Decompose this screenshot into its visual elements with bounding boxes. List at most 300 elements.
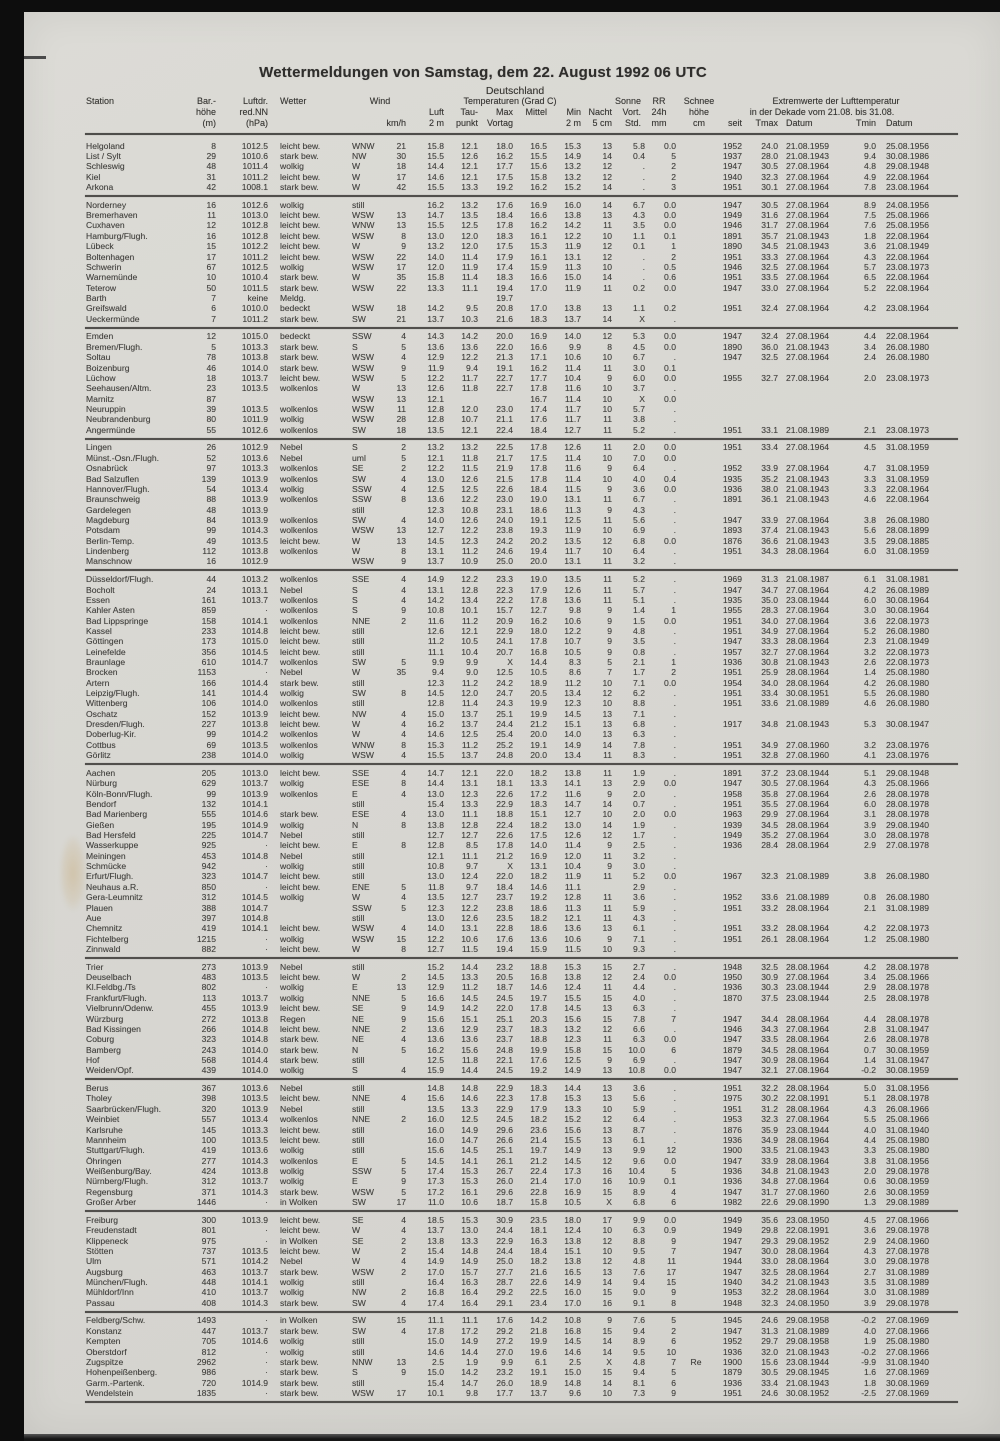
wind-direction: W [352, 667, 361, 678]
station-name: Barth [86, 292, 107, 303]
record-since: 1951 [722, 698, 742, 709]
precip-24h: . [673, 414, 676, 425]
temp-air-2m: 12.5 [427, 483, 444, 494]
table-row [0, 1014, 1000, 1024]
temp-mean: 17.8 [530, 636, 547, 647]
temp-min-2m: 12.7 [564, 809, 581, 820]
wind-speed: 30 [396, 150, 406, 161]
station-name: Frankfurt/Flugh. [86, 992, 147, 1003]
tmin-date: 22.08.1964 [886, 331, 930, 342]
wind-speed: 4 [401, 1093, 406, 1104]
temp-min-2m: 13.5 [564, 574, 581, 585]
pressure-red-nn: 1014.9 [241, 1377, 268, 1388]
tmax-date: 28.08.1964 [786, 840, 830, 851]
temp-night-5cm: 12 [602, 171, 612, 182]
wind-direction: still [352, 850, 365, 861]
temp-air-2m: 12.6 [427, 383, 444, 394]
wind-direction: WSW [352, 923, 374, 934]
wind-speed: 2 [401, 1114, 406, 1125]
temp-max-prev-day: 23.8 [496, 902, 513, 913]
sunshine-prev-day: 2.9 [633, 778, 645, 789]
temp-max-prev-day: 18.3 [496, 272, 513, 283]
tmin-date: 26.08.1980 [886, 352, 930, 363]
temp-min-2m: 15.3 [564, 1093, 581, 1104]
wind-speed: 9 [401, 362, 406, 373]
tmin-date: 26.08.1980 [886, 514, 930, 525]
temp-air-2m: 15.0 [427, 1336, 444, 1347]
weather: stark bew. [280, 1266, 319, 1277]
wind-speed: 4 [401, 1297, 406, 1308]
temp-night-5cm: 12 [602, 688, 612, 698]
temp-night-5cm: 9 [607, 615, 612, 626]
temp-max-prev-day: 21.5 [496, 473, 513, 484]
station-name: Ueckermünde [86, 313, 140, 324]
precip-24h: 0.0 [664, 220, 676, 231]
sunshine-prev-day: 10.9 [628, 1176, 645, 1187]
temp-air-2m: 15.8 [427, 140, 444, 151]
temp-mean: 19.3 [530, 525, 547, 536]
temp-mean: 13.7 [530, 1387, 547, 1398]
precip-24h: 12 [666, 1145, 676, 1156]
weather: wolkig [280, 982, 304, 993]
temp-max-prev-day: 24.3 [496, 698, 513, 709]
temp-dewpoint: 9.0 [466, 667, 478, 678]
tmax-date: 29.08.1952 [786, 1235, 830, 1246]
temp-max-prev-day: 29.2 [496, 1325, 513, 1336]
record-since: 1975 [722, 1093, 742, 1104]
temp-min-2m: 10.6 [564, 352, 581, 363]
wind-speed: 4 [401, 1065, 406, 1076]
tmax-date: 21.08.1943 [786, 656, 830, 667]
tmax-date: 28.08.1964 [786, 961, 830, 972]
pressure-red-nn: 1014.2 [241, 1256, 268, 1267]
record-since: 1951 [722, 442, 742, 453]
wind-speed: 9 [401, 1003, 406, 1014]
station-altitude: 720 [201, 1377, 216, 1388]
temp-max-prev-day: 23.7 [496, 892, 513, 903]
precip-24h: 0.2 [664, 303, 676, 314]
temp-min-2m: 12.8 [564, 892, 581, 903]
sunshine-prev-day: 3.5 [633, 636, 645, 647]
temp-air-2m: 15.5 [427, 150, 444, 161]
tmax-date: 28.08.1964 [786, 1256, 830, 1267]
header-pressure-sub: red.NN [239, 107, 268, 117]
temp-air-2m: 9.4 [432, 667, 444, 678]
record-since: 1967 [722, 871, 742, 882]
station-name: Lüchow [86, 372, 116, 383]
sunshine-prev-day: 7.8 [633, 1013, 645, 1024]
record-since: 1947 [722, 778, 742, 789]
sunshine-prev-day: 6.6 [633, 1023, 645, 1034]
weather: wolkenlos [280, 403, 318, 414]
wind-speed: 2 [401, 1023, 406, 1034]
section-divider [85, 1078, 958, 1080]
tmin-date: 28.08.1978 [886, 830, 930, 841]
weather: wolkenlos [280, 473, 318, 484]
station-name: Weißenburg/Bay. [86, 1165, 152, 1176]
tmax-value: 33.5 [761, 1145, 778, 1156]
record-since: 1939 [722, 819, 742, 830]
wind-speed: 2 [401, 442, 406, 453]
tmax-date: 27.08.1964 [786, 210, 830, 221]
station-name: Neuhaus a.R. [86, 881, 139, 892]
wind-direction: WSW [352, 525, 374, 536]
precip-24h: . [673, 1114, 676, 1125]
pressure-red-nn: 1011.2 [242, 251, 268, 262]
pressure-red-nn: 1011.9 [242, 414, 268, 425]
table-row [0, 678, 1000, 688]
record-since: 1937 [722, 150, 742, 161]
station-altitude: 139 [201, 473, 216, 484]
wind-speed: 5 [401, 1186, 406, 1197]
station-name: Hohenpeißenberg. [86, 1367, 158, 1378]
temp-night-5cm: 13 [602, 1083, 612, 1094]
record-since: 1951 [722, 424, 742, 435]
tmin-value: 1.4 [864, 667, 876, 678]
station-name: Chemnitz [86, 923, 123, 934]
weather: wolkig [280, 1165, 304, 1176]
temp-dewpoint: 12.6 [461, 150, 478, 161]
temp-min-2m: 15.8 [564, 1044, 581, 1055]
wind-direction: SE [352, 1214, 364, 1225]
temp-air-2m: 17.8 [427, 1325, 444, 1336]
table-row [0, 667, 1000, 677]
temp-dewpoint: 12.3 [461, 535, 478, 546]
station-name: Berlin-Temp. [86, 535, 135, 546]
table-row [0, 1093, 1000, 1103]
tmin-date: 22.08.1964 [886, 282, 930, 293]
tmax-date: 28.08.1964 [786, 1134, 830, 1145]
temp-mean: 16.9 [530, 850, 547, 861]
pressure-red-nn: · [265, 943, 268, 954]
tmin-date: 26.08.1989 [886, 584, 930, 595]
record-since: 1947 [722, 1054, 742, 1065]
record-since: 1958 [722, 788, 742, 799]
temp-night-5cm: 10 [602, 1103, 612, 1114]
station-altitude: 88 [206, 494, 216, 505]
pressure-red-nn: 1014.0 [241, 1044, 268, 1055]
temp-air-2m: 12.1 [427, 393, 444, 404]
tmax-value: 31.2 [761, 1103, 778, 1114]
sunshine-prev-day: 6.9 [633, 1054, 645, 1065]
station-name: Braunlage [86, 656, 126, 667]
station-altitude: 44 [206, 574, 216, 585]
station-name: Bad Hersfeld [86, 830, 136, 841]
tmin-value: 5.1 [864, 1093, 876, 1104]
station-altitude: 266 [201, 1023, 216, 1034]
temp-min-2m: 12.4 [564, 982, 581, 993]
tmax-date: 21.08.1959 [786, 140, 830, 151]
sunshine-prev-day: 6.8 [633, 1196, 645, 1207]
precip-24h: 5 [671, 1367, 676, 1378]
sunshine-prev-day: 6.3 [633, 1034, 645, 1045]
tmax-date: 21.08.1987 [786, 574, 830, 585]
temp-mean: 20.0 [530, 729, 547, 740]
table-row [0, 962, 1000, 972]
precip-24h: . [673, 943, 676, 954]
tmax-value: 33.9 [761, 1155, 778, 1166]
temp-dewpoint: 12.3 [461, 788, 478, 799]
wind-speed: 21 [396, 140, 406, 151]
sunshine-prev-day: 6.2 [633, 688, 645, 698]
temp-air-2m: 16.0 [427, 1134, 444, 1145]
temp-dewpoint: 12.9 [461, 1023, 478, 1034]
wind-speed: 4 [401, 719, 406, 730]
temp-max-prev-day: 20.7 [496, 646, 513, 657]
wind-speed: 18 [396, 161, 406, 172]
sunshine-prev-day: 6.0 [633, 372, 645, 383]
wind-speed: 9 [401, 241, 406, 252]
weather: leicht bew. [280, 372, 321, 383]
station-name: Greifswald [86, 303, 127, 314]
tmin-value: 3.4 [864, 972, 876, 983]
tmax-date: 27.08.1964 [786, 615, 830, 626]
table-row [0, 778, 1000, 788]
temp-air-2m: 14.2 [427, 594, 444, 605]
station-altitude: 106 [201, 698, 216, 709]
pressure-red-nn: 1012.8 [241, 220, 268, 231]
record-since: 1947 [722, 1266, 742, 1277]
temp-air-2m: 14.2 [427, 303, 444, 314]
temp-dewpoint: 15.1 [461, 1013, 478, 1024]
temp-max-prev-day: 27.0 [496, 1346, 513, 1357]
header-temp-max-unit: Vortag [486, 118, 513, 128]
tmin-date: 28.08.1978 [886, 1013, 930, 1024]
weather: stark bew. [280, 1054, 319, 1065]
tmin-date: 30.08.1964 [886, 594, 930, 605]
temp-max-prev-day: 24.5 [496, 992, 513, 1003]
precip-24h: 8 [671, 1297, 676, 1308]
station-name: Wittenberg [86, 698, 128, 709]
temp-min-2m: 12.2 [564, 625, 581, 636]
station-name: Osnabrück [86, 463, 128, 474]
pressure-red-nn: · [265, 667, 268, 678]
temp-min-2m: 13.2 [564, 161, 581, 172]
station-altitude: 312 [201, 892, 216, 903]
weather: leicht bew. [280, 140, 321, 151]
temp-min-2m: 2.5 [569, 1356, 581, 1367]
temp-night-5cm: 12 [602, 535, 612, 546]
temp-min-2m: 16.9 [564, 1186, 581, 1197]
precip-24h: . [673, 504, 676, 515]
temp-max-prev-day: 24.2 [496, 535, 513, 546]
temp-mean: 17.2 [530, 788, 547, 799]
tmax-date: 28.08.1964 [786, 545, 830, 556]
wind-direction: S [352, 605, 358, 616]
temp-air-2m: 13.6 [427, 1034, 444, 1045]
station-name: Dresden/Flugh. [86, 719, 145, 730]
station-name: Soltau [86, 352, 111, 363]
temp-night-5cm: 12 [602, 1023, 612, 1034]
tmin-date: 27.08.1966 [886, 1346, 930, 1357]
temp-dewpoint: 13.3 [461, 1103, 478, 1114]
sunshine-prev-day: 10.0 [628, 1044, 645, 1055]
tmin-value: 4.7 [864, 463, 876, 474]
station-name: Aue [86, 912, 102, 923]
temp-night-5cm: 14 [602, 272, 612, 283]
wind-speed: 2 [401, 463, 406, 474]
table-row [0, 605, 1000, 615]
station-altitude: 205 [201, 767, 216, 778]
temp-max-prev-day: 19.4 [496, 282, 513, 293]
wind-direction: NNE [352, 615, 371, 626]
station-altitude: 453 [201, 850, 216, 861]
sunshine-prev-day: 4.0 [633, 473, 645, 484]
temp-min-2m: 14.5 [564, 1336, 581, 1347]
tmin-date: 31.08.1959 [886, 545, 930, 556]
station-name: Gießen [86, 819, 115, 830]
temp-mean: 19.7 [530, 992, 547, 1003]
temp-night-5cm: 9 [607, 1054, 612, 1065]
temp-max-prev-day: 18.0 [496, 140, 513, 151]
sunshine-prev-day: 7.6 [633, 1266, 645, 1277]
table-row [0, 1267, 1000, 1277]
temp-night-5cm: 16 [602, 1297, 612, 1308]
temp-max-prev-day: 17.8 [496, 220, 513, 231]
temp-night-5cm: 11 [603, 442, 612, 453]
station-name: Lübeck [86, 241, 114, 252]
temp-dewpoint: 13.2 [461, 199, 478, 210]
pressure-red-nn: · [265, 1367, 268, 1378]
temp-dewpoint: 13.1 [461, 923, 478, 934]
station-name: Nürburg [86, 778, 118, 789]
record-since: 1963 [722, 809, 742, 820]
weather: wolkenlos [280, 729, 318, 740]
temp-mean: 18.4 [530, 483, 547, 494]
temp-dewpoint: 16.3 [461, 1276, 478, 1287]
tmin-value: 4.3 [864, 251, 876, 262]
temp-mean: 14.6 [530, 881, 547, 892]
station-name: Warnemünde [86, 272, 138, 283]
wind-direction: NNE [352, 1023, 371, 1034]
temp-night-5cm: 15 [602, 1325, 612, 1336]
record-since: 1952 [722, 140, 742, 151]
record-since: 1947 [722, 352, 742, 363]
tmin-date: 22.08.1964 [886, 251, 930, 262]
precip-24h: 0.4 [664, 473, 676, 484]
table-row [0, 525, 1000, 535]
tmax-date: 28.08.1964 [786, 923, 830, 934]
temp-max-prev-day: 24.0 [496, 514, 513, 525]
station-name: Würzburg [86, 1013, 124, 1024]
pressure-red-nn: 1014.0 [241, 1065, 268, 1076]
pressure-red-nn: 1014.8 [241, 1034, 268, 1045]
pressure-red-nn: · [265, 982, 268, 993]
temp-min-2m: 13.7 [564, 313, 581, 324]
sunshine-prev-day: 9.5 [633, 1245, 645, 1256]
section-divider [85, 438, 958, 440]
tmax-value: 34.7 [761, 584, 778, 595]
temp-air-2m: 13.0 [427, 230, 444, 241]
tmin-date: 31.08.1947 [886, 1023, 930, 1034]
temp-night-5cm: 17 [602, 1214, 612, 1225]
table-row [0, 252, 1000, 262]
table-row [0, 1246, 1000, 1256]
tmin-value: 2.9 [864, 1235, 876, 1246]
tmin-value: -0.2 [861, 1315, 876, 1326]
wind-direction: SSW [352, 494, 372, 505]
tmax-value: 33.6 [761, 892, 778, 903]
wind-direction: W [352, 1256, 361, 1267]
precip-24h: 0.0 [664, 452, 676, 463]
header-snow-sub: höhe [688, 107, 710, 117]
station-altitude: 166 [201, 677, 216, 688]
table-row [0, 851, 1000, 861]
temp-night-5cm: 13 [602, 778, 612, 789]
temp-night-5cm: 10 [602, 943, 612, 954]
tmax-value: 29.7 [761, 1336, 778, 1347]
temp-min-2m: 12.7 [564, 424, 581, 435]
temp-mean: 16.6 [530, 341, 547, 352]
weather: Meldg. [280, 292, 306, 303]
wind-speed: 18 [396, 303, 406, 314]
tmin-value: 4.2 [864, 923, 876, 934]
temp-dewpoint: 12.2 [461, 352, 478, 363]
weather: wolkig [280, 861, 304, 872]
table-row [0, 404, 1000, 414]
weather: stark bew. [280, 1356, 319, 1367]
temp-max-prev-day: 26.7 [496, 1165, 513, 1176]
header-altitude-sub: höhe [195, 107, 216, 117]
temp-air-2m: 17.4 [427, 1297, 444, 1308]
tmin-value: 3.8 [864, 871, 876, 882]
precip-24h: . [673, 1124, 676, 1135]
temp-dewpoint: 9.4 [466, 362, 478, 373]
tmin-value: 3.0 [864, 1287, 876, 1298]
temp-min-2m: 17.0 [564, 1297, 581, 1308]
wind-direction: S [352, 1065, 358, 1076]
tmax-value: 33.5 [761, 1034, 778, 1045]
table-row [0, 830, 1000, 840]
tmax-date: 28.08.1964 [786, 677, 830, 688]
tmax-value: 30.3 [761, 982, 778, 993]
temp-air-2m: 12.8 [427, 403, 444, 414]
temp-dewpoint: 9.7 [466, 881, 478, 892]
wind-direction: still [352, 1134, 365, 1145]
wind-direction: WSW [352, 210, 374, 221]
weather: stark bew. [280, 282, 319, 293]
weather: stark bew. [280, 1387, 319, 1398]
wind-speed: 5 [401, 902, 406, 913]
wind-speed: 9 [401, 556, 406, 567]
tmin-date: 26.08.1966 [886, 1103, 930, 1114]
temp-dewpoint: 11.7 [461, 372, 478, 383]
wind-direction: SW [352, 313, 366, 324]
precip-24h: 0.0 [664, 1155, 676, 1166]
weather: stark bew. [280, 341, 319, 352]
station-name: Lingen [86, 442, 112, 453]
temp-dewpoint: 12.6 [461, 912, 478, 923]
tmin-date: 28.08.1978 [886, 992, 930, 1003]
pressure-red-nn: · [265, 1356, 268, 1367]
sunshine-prev-day: 3.6 [633, 483, 645, 494]
tmin-value: 2.9 [864, 982, 876, 993]
temp-air-2m: 13.1 [427, 584, 444, 595]
station-name: Seehausen/Altm. [86, 383, 152, 394]
tmax-value: 32.0 [761, 1346, 778, 1357]
record-since: 1951 [722, 1083, 742, 1094]
wind-speed: 4 [401, 1325, 406, 1336]
temp-dewpoint: 12.2 [461, 902, 478, 913]
wind-direction: SSW [352, 331, 372, 342]
weather: wolkig [280, 261, 304, 272]
tmax-date: 27.08.1964 [786, 303, 830, 314]
sunshine-prev-day: 4.3 [633, 210, 645, 221]
temp-mean: 18.9 [530, 677, 547, 688]
station-name: Oschatz [86, 708, 118, 719]
sunshine-prev-day: 4.5 [633, 341, 645, 352]
temp-night-5cm: 9 [607, 788, 612, 799]
